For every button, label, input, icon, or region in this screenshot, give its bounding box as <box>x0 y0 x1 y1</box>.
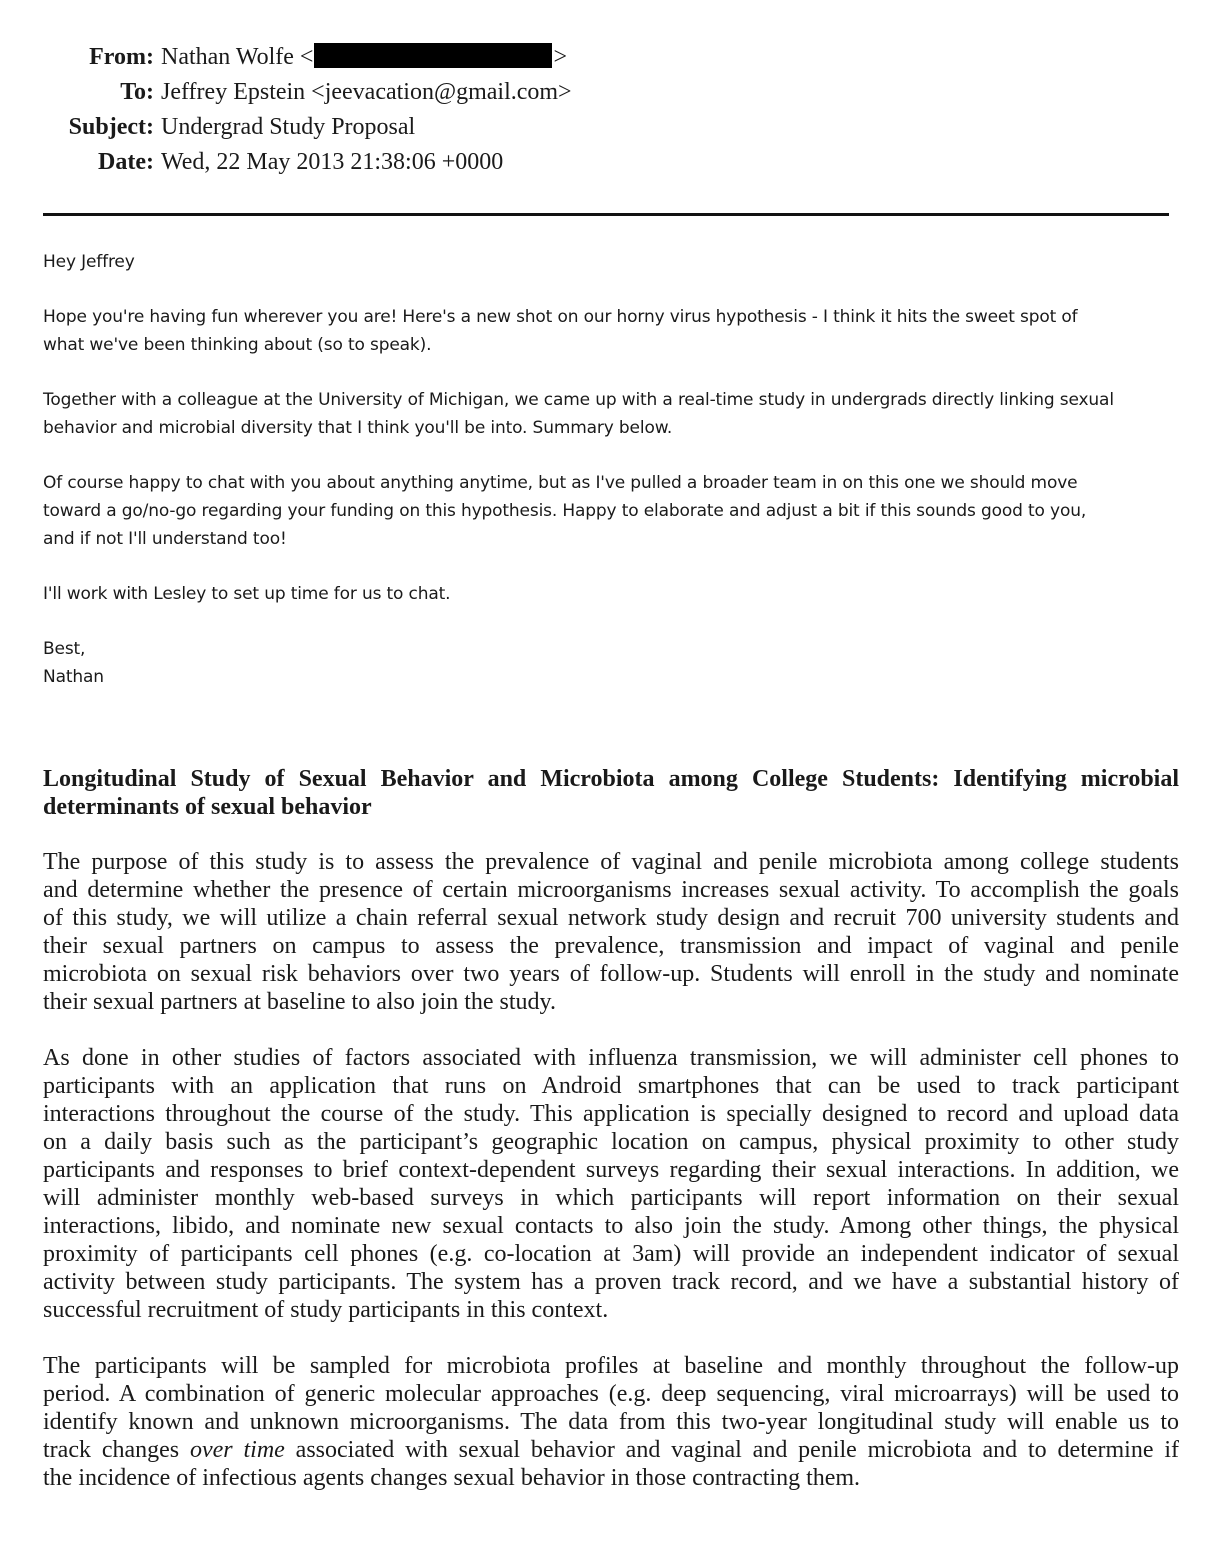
proposal-line: proximity of participants cell phones (e.g. co-location at 3am) will provide an independent indicator of sexual <box>43 1241 1179 1267</box>
body-paragraph-4 <box>43 580 1183 608</box>
email-header <box>0 40 1206 180</box>
to-row <box>0 75 1206 110</box>
proposal-line: period. A combination of generic molecular approaches (e.g. deep sequencing, viral microarrays) will be used to <box>43 1381 1179 1407</box>
from-close: > <box>553 44 567 70</box>
proposal-title <box>43 765 1179 821</box>
subject-value: Undergrad Study Proposal <box>161 114 416 140</box>
proposal-line: activity between study participants. The system has a proven track record, and we have a substantial history of <box>43 1269 1179 1295</box>
signoff: Best, <box>43 639 86 659</box>
body-line: and if not I'll understand too! <box>43 529 287 549</box>
body-line: Together with a colleague at the University of Michigan, we came up with a real-time study in undergrads directly linking sexual <box>43 390 1114 410</box>
body-paragraph-3 <box>43 469 1183 553</box>
proposal-paragraph-3 <box>43 1352 1179 1492</box>
proposal-line: The purpose of this study is to assess the prevalence of vaginal and penile microbiota among college students <box>43 849 1179 875</box>
proposal-line: microbiota on sexual risk behaviors over two years of follow-up. Students will enroll in the study and nominate <box>43 961 1179 987</box>
header-divider <box>43 213 1169 216</box>
proposal-line-italic-mix <box>43 1436 1179 1464</box>
proposal-line: successful recruitment of study participants in this context. <box>43 1297 609 1323</box>
body-line: Hope you're having fun wherever you are! Here's a new shot on our horny virus hypothesis - I think it hits the sweet spot of <box>43 307 1078 327</box>
emphasis-over-time: over time <box>189 1437 285 1463</box>
proposal-line: As done in other studies of factors associated with influenza transmission, we will administer cell phones to <box>43 1045 1179 1071</box>
from-row <box>0 40 1206 75</box>
proposal-line: identify known and unknown microorganisms. The data from this two-year longitudinal study will enable us to <box>43 1409 1179 1435</box>
proposal-section <box>43 765 1179 1520</box>
proposal-line: will administer monthly web-based surveys in which participants will report information on their sexual <box>43 1185 1179 1211</box>
proposal-title-line: Longitudinal Study of Sexual Behavior and Microbiota among College Students: Identifying microbial <box>43 766 1179 792</box>
greeting-text: Hey Jeffrey <box>43 252 135 272</box>
text-segment: track changes <box>43 1437 190 1463</box>
subject-row <box>0 110 1206 145</box>
to-label: To: <box>120 79 154 105</box>
proposal-line: their sexual partners on campus to assess the prevalence, transmission and impact of vaginal and penile <box>43 933 1179 959</box>
date-label: Date: <box>98 149 154 175</box>
body-line: what we've been thinking about (so to speak). <box>43 335 432 355</box>
body-paragraph-2 <box>43 386 1183 442</box>
body-line: I'll work with Lesley to set up time for us to chat. <box>43 584 451 604</box>
signature: Nathan <box>43 667 104 687</box>
text-segment: associated with sexual behavior and vaginal and penile microbiota and to determine if <box>284 1437 1179 1463</box>
from-value <box>161 40 567 75</box>
proposal-line: on a daily basis such as the participant’s geographic location on campus, physical proximity to other study <box>43 1129 1179 1155</box>
from-name: Nathan Wolfe < <box>161 44 314 70</box>
from-label: From: <box>89 44 154 70</box>
proposal-line: and determine whether the presence of certain microorganisms increases sexual activity. To accomplish the goals <box>43 877 1179 903</box>
proposal-line: participants with an application that runs on Android smartphones that can be used to track participant <box>43 1073 1179 1099</box>
date-row <box>0 145 1206 180</box>
body-paragraph-1 <box>43 303 1183 359</box>
to-value: Jeffrey Epstein <jeevacation@gmail.com> <box>161 79 572 105</box>
body-line: behavior and microbial diversity that I think you'll be into. Summary below. <box>43 418 673 438</box>
proposal-line: interactions throughout the course of the study. This application is specially designed to record and upload data <box>43 1101 1179 1127</box>
signature-block <box>43 635 1183 691</box>
subject-label: Subject: <box>68 114 154 140</box>
proposal-line: The participants will be sampled for microbiota profiles at baseline and monthly throughout the follow-up <box>43 1353 1179 1379</box>
proposal-line: participants and responses to brief context-dependent surveys regarding their sexual interactions. In addition, we <box>43 1157 1179 1183</box>
proposal-paragraph-2 <box>43 1044 1179 1324</box>
proposal-paragraph-1 <box>43 848 1179 1016</box>
proposal-line: their sexual partners at baseline to also join the study. <box>43 989 556 1015</box>
body-line: toward a go/no-go regarding your funding on this hypothesis. Happy to elaborate and adjust a bit if this sounds good to you, <box>43 501 1087 521</box>
email-body <box>43 248 1183 718</box>
proposal-line: the incidence of infectious agents changes sexual behavior in those contracting them. <box>43 1465 861 1491</box>
date-value: Wed, 22 May 2013 21:38:06 +0000 <box>161 149 504 175</box>
proposal-line: of this study, we will utilize a chain referral sexual network study design and recruit 700 university students and <box>43 905 1179 931</box>
proposal-line: interactions, libido, and nominate new sexual contacts to also join the study. Among other things, the physical <box>43 1213 1179 1239</box>
proposal-title-line: determinants of sexual behavior <box>43 794 372 820</box>
greeting <box>43 248 1183 276</box>
redaction-box <box>314 43 552 68</box>
body-line: Of course happy to chat with you about anything anytime, but as I've pulled a broader team in on this one we should move <box>43 473 1078 493</box>
